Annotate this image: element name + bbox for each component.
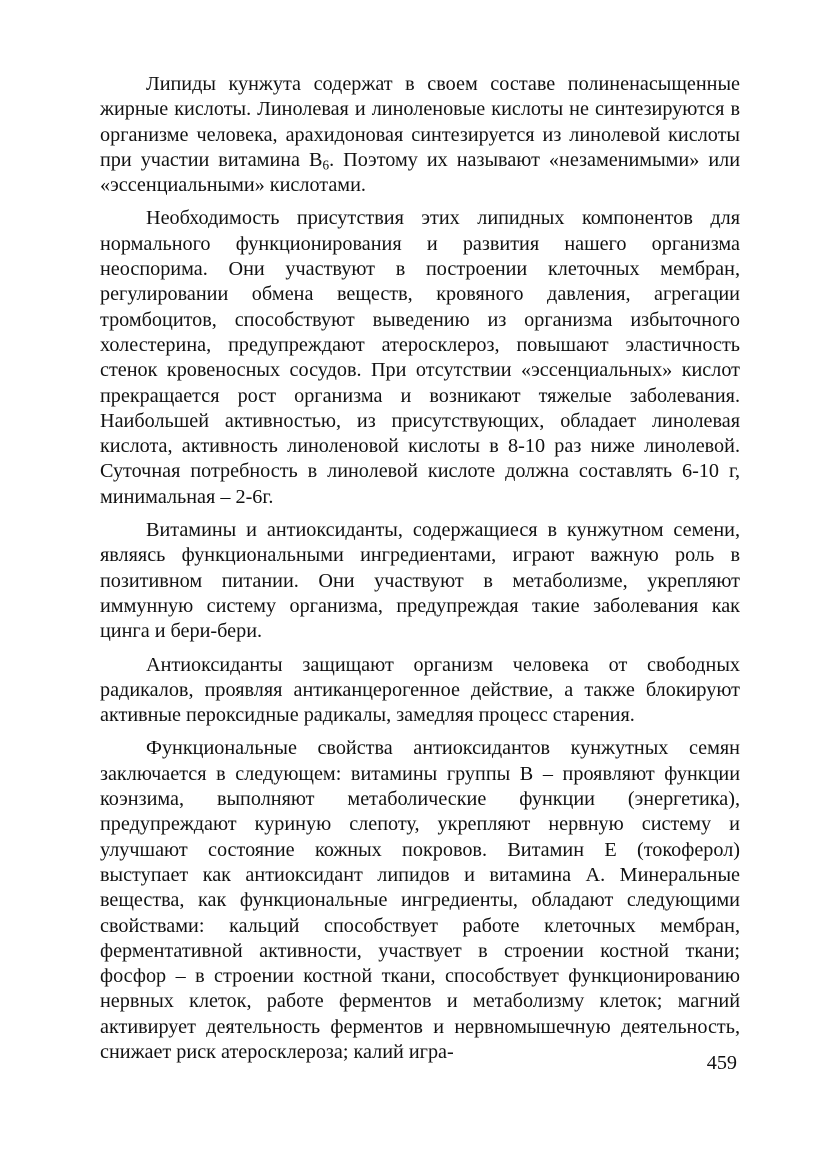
paragraph-functional-properties: Функциональные свойства антиоксидантов кунжутных семян заключается в следующем: витамины группы В – проявляют функции коэнзима, выполняют метаболические функции (энергетика), предупреждают куриную слепоту, укрепляют нервную систему и улучшают состояние кожных покровов. Витамин Е (токоферол) выступает как антиоксидант липидов и витамина А. Минеральные вещества, как функциональные ингредиенты, обладают следующими свойствами: кальций способствует работе клеточных мембран, ферментативной активности, участвует в строении костной ткани; фосфор – в строении костной ткани, способствует функционированию нервных клеток, работе ферментов и метаболизму клеток; магний активирует деятельность ферментов и нервномышечную деятельность, снижает риск атеросклероза; калий игра- <box>100 737 740 1063</box>
body-text <box>100 72 740 1073</box>
paragraph-lipids-text: Липиды кунжута содержат в своем составе полиненасыщенные жирные кислоты. Линолевая и линоленовые кислоты не синтезируются в организме человека, арахидоновая синтезируется из линолевой кислоты при участии витамина В <box>100 73 740 171</box>
paragraph-vitamins: Витамины и антиоксиданты, содержащиеся в кунжутном семени, являясь функциональными ингредиентами, играют важную роль в позитивном питании. Они участвуют в метаболизме, укрепляют иммунную систему организма, предупреждая такие заболевания как цинга и бери-бери. <box>100 519 740 643</box>
paragraph-lipids-text-end: . Поэтому их называют «незаменимыми» или «эссенциальными» кислотами. <box>100 148 740 197</box>
paragraph-lipids <box>100 72 740 198</box>
page-number: 459 <box>706 1052 737 1074</box>
paragraph-antioxidants: Антиоксиданты защищают организм человека от свободных радикалов, проявляя антиканцерогенное действие, а также блокируют активные пероксидные радикалы, замедляя процесс старения. <box>100 653 740 727</box>
vitamin-b-subscript: 6 <box>322 157 330 173</box>
paragraph-necessity: Необходимость присутствия этих липидных компонентов для нормального функционирования и развития нашего организма неоспорима. Они участвуют в построении клеточных мембран, регулировании обмена веществ, кровяного давления, агрегации тромбоцитов, способствуют выведению из организма избыточного холестерина, предупреждают атеросклероз, повышают эластичность стенок кровеносных сосудов. При отсутствии «эссенциальных» кислот прекращается рост организма и возникают тяжелые заболевания. Наибольшей активностью, из присутствующих, обладает линолевая кислота, активность линоленовой кислоты в 8-10 раз ниже линолевой. Суточная потребность в линолевой кислоте должна составлять 6-10 г, минимальная – 2-6г. <box>100 207 740 508</box>
